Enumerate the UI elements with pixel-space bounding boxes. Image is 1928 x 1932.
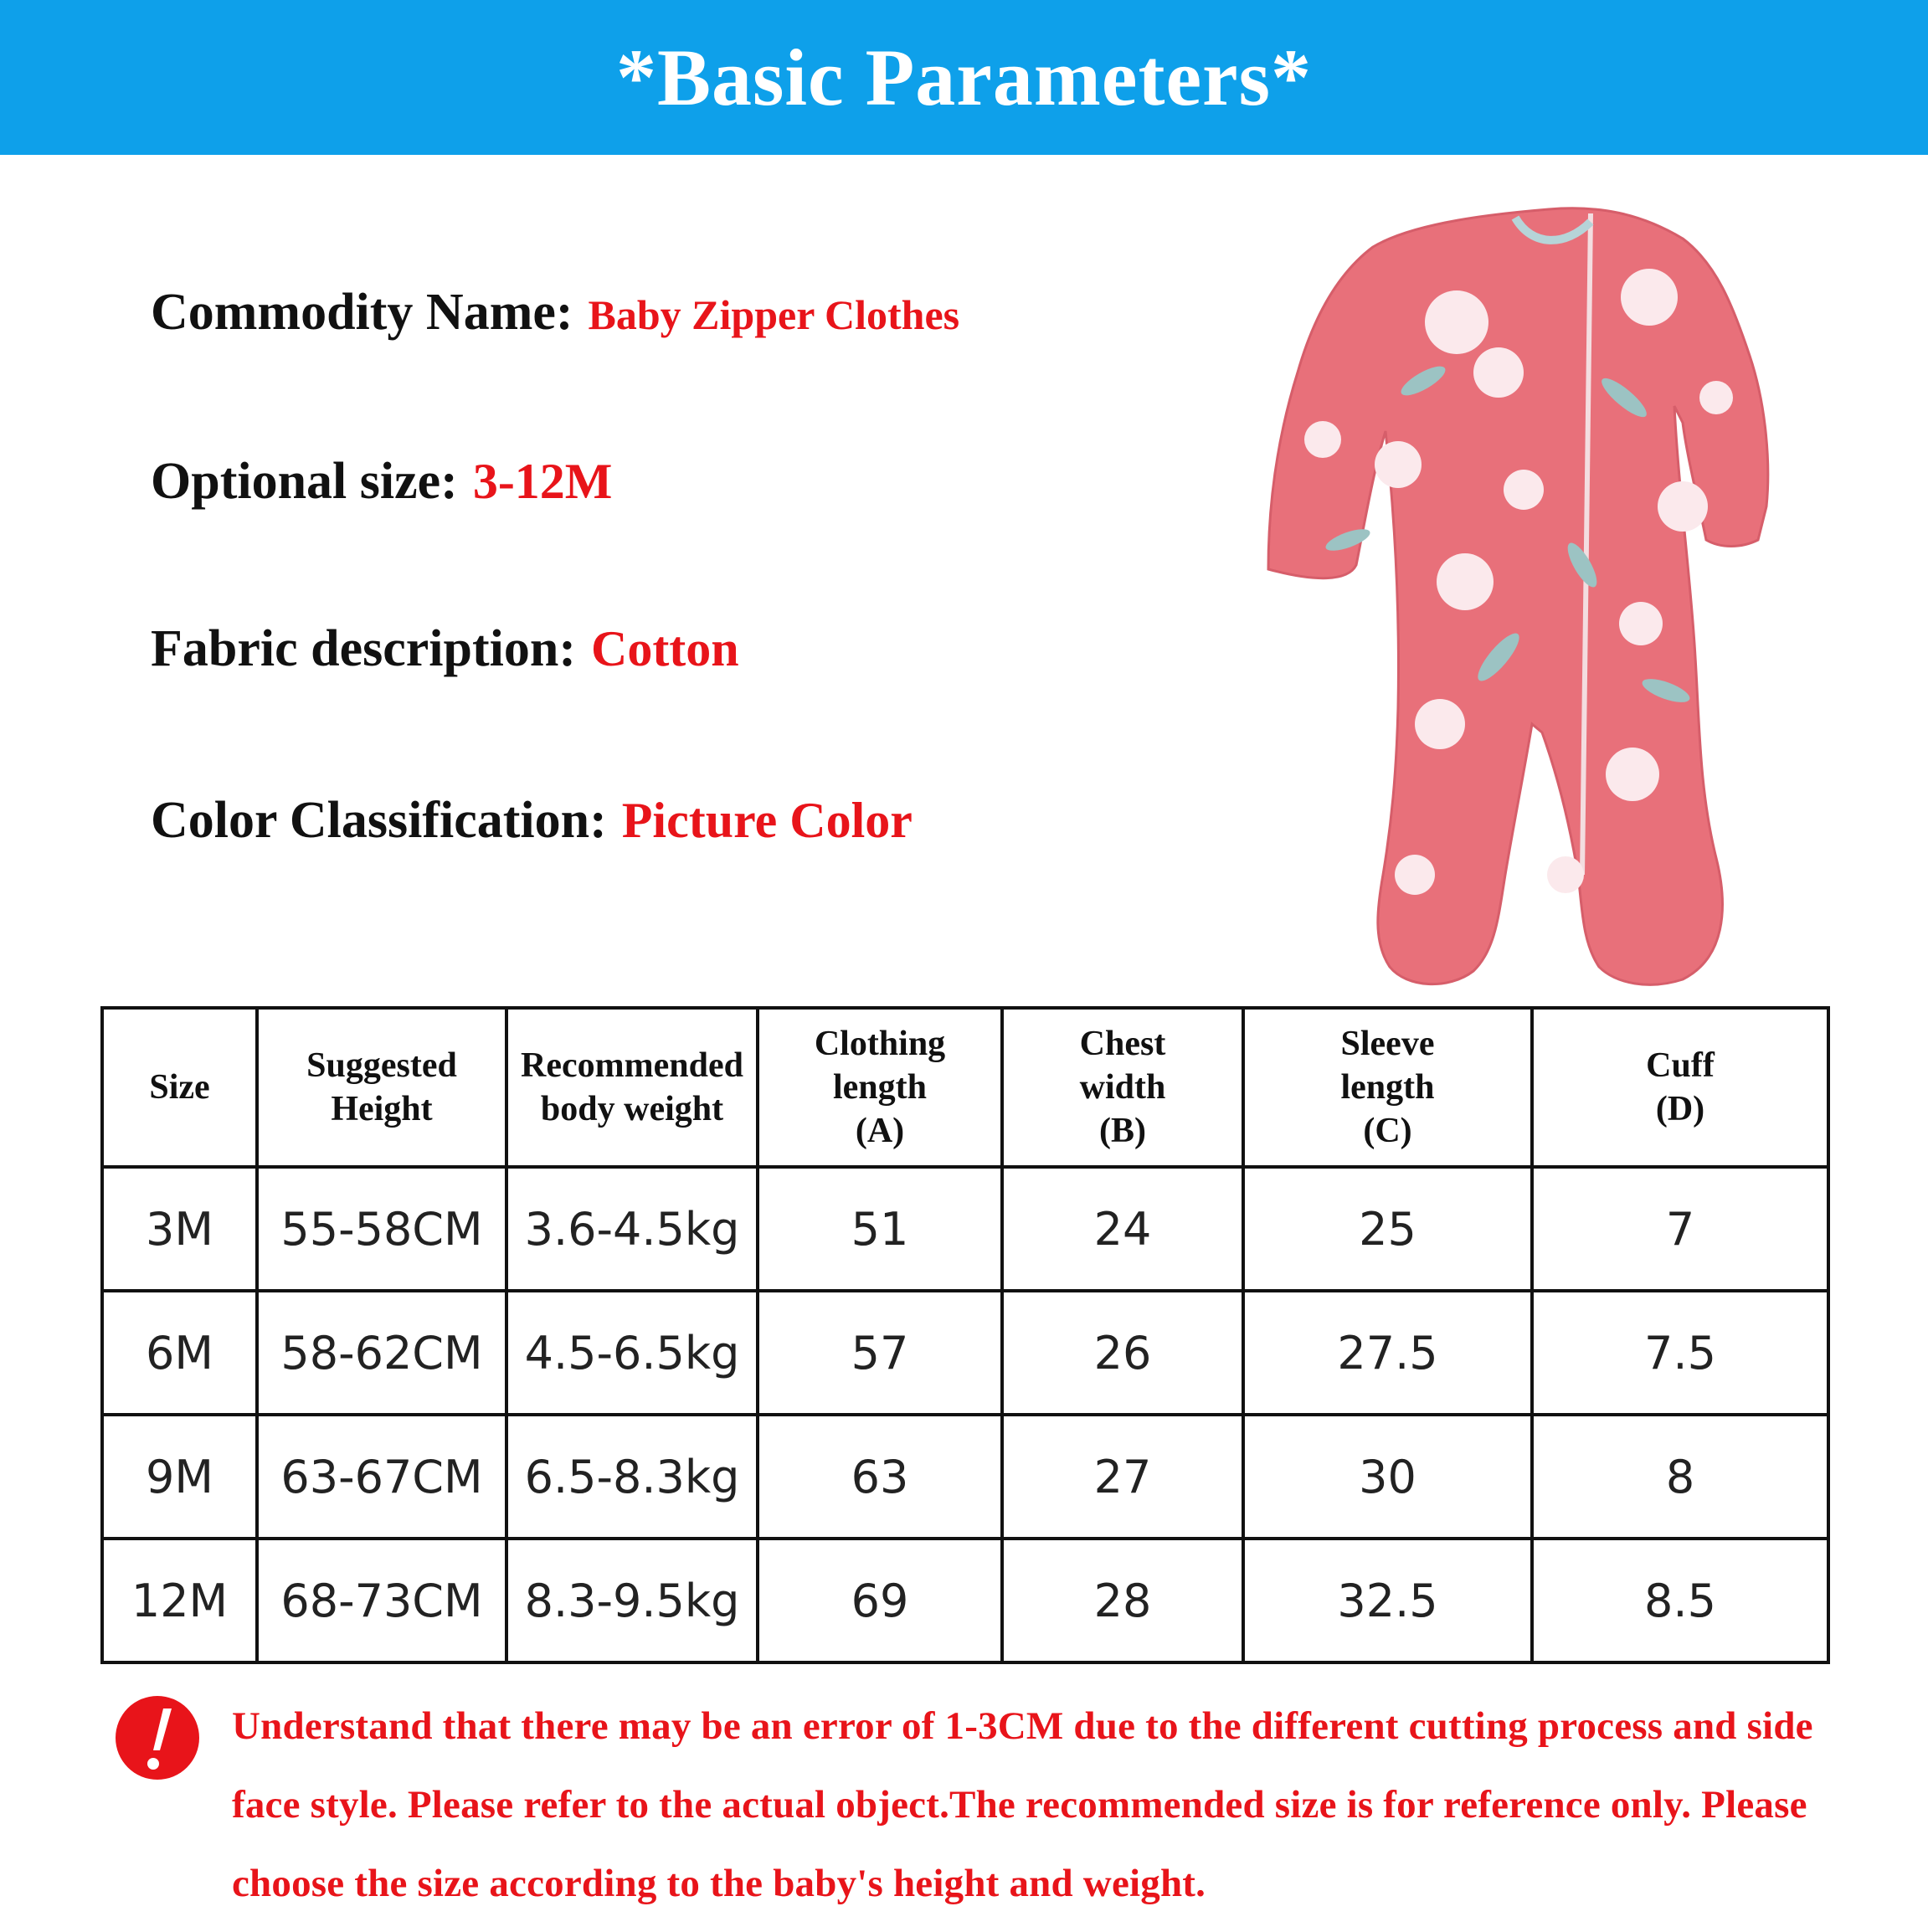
param-fabric-description: [151, 619, 739, 679]
table-cell: 26: [1002, 1291, 1243, 1415]
table-cell: 27.5: [1243, 1291, 1532, 1415]
table-cell: 8.3-9.5kg: [506, 1539, 758, 1662]
param-commodity-name: [151, 283, 959, 342]
table-cell: 12M: [102, 1539, 257, 1662]
header-size: Size: [102, 1008, 257, 1167]
param-label: Color Classification:: [151, 792, 607, 849]
table-row: [102, 1167, 1828, 1291]
table-cell: 9M: [102, 1415, 257, 1539]
table-cell: 30: [1243, 1415, 1532, 1539]
param-value: Cotton: [591, 621, 739, 676]
table-cell: 63-67CM: [257, 1415, 506, 1539]
table-cell: 8: [1532, 1415, 1828, 1539]
table-cell: 6.5-8.3kg: [506, 1415, 758, 1539]
table-cell: 68-73CM: [257, 1539, 506, 1662]
table-row: [102, 1539, 1828, 1662]
table-cell: 25: [1243, 1167, 1532, 1291]
notice-text: Understand that there may be an error of 1-3CM due to the different cutting process and side face style. Please refer to the actual object.The recommended size is for reference only. Please choose the size according to the baby's height and weight.: [232, 1704, 1813, 1905]
table-header-row: [102, 1008, 1828, 1167]
table-cell: 69: [758, 1539, 1002, 1662]
table-cell: 4.5-6.5kg: [506, 1291, 758, 1415]
table-cell: 63: [758, 1415, 1002, 1539]
param-label: Optional size:: [151, 453, 458, 510]
param-label: Commodity Name:: [151, 284, 573, 341]
table-cell: 7: [1532, 1167, 1828, 1291]
table-cell: 51: [758, 1167, 1002, 1291]
exclamation-icon: [113, 1693, 202, 1782]
param-value: Picture Color: [621, 793, 913, 848]
table-cell: 3.6-4.5kg: [506, 1167, 758, 1291]
table-cell: 58-62CM: [257, 1291, 506, 1415]
param-label: Fabric description:: [151, 620, 576, 677]
product-image: [1247, 188, 1800, 992]
table-row: [102, 1415, 1828, 1539]
table-cell: 7.5: [1532, 1291, 1828, 1415]
header-clothing-length: Clothing length (A): [758, 1008, 1002, 1167]
header-sleeve-length: Sleeve length (C): [1243, 1008, 1532, 1167]
page-title: *Basic Parameters*: [615, 33, 1313, 122]
sleeper-body: [1268, 208, 1768, 985]
param-optional-size: [151, 452, 612, 511]
table-cell: 57: [758, 1291, 1002, 1415]
table-cell: 3M: [102, 1167, 257, 1291]
header-cuff: Cuff (D): [1532, 1008, 1828, 1167]
table-cell: 6M: [102, 1291, 257, 1415]
param-color-classification: [151, 791, 913, 850]
header-chest-width: Chest width (B): [1002, 1008, 1243, 1167]
table-cell: 32.5: [1243, 1539, 1532, 1662]
header-suggested-height: Suggested Height: [257, 1008, 506, 1167]
header-recommended-weight: Recommended body weight: [506, 1008, 758, 1167]
table-row: [102, 1291, 1828, 1415]
param-value: 3-12M: [472, 454, 613, 509]
table-cell: 55-58CM: [257, 1167, 506, 1291]
header-banner: [0, 0, 1928, 155]
table-cell: 27: [1002, 1415, 1243, 1539]
size-table: [100, 1006, 1830, 1664]
param-value: Baby Zipper Clothes: [588, 291, 960, 338]
table-cell: 8.5: [1532, 1539, 1828, 1662]
table-cell: 24: [1002, 1167, 1243, 1291]
table-cell: 28: [1002, 1539, 1243, 1662]
